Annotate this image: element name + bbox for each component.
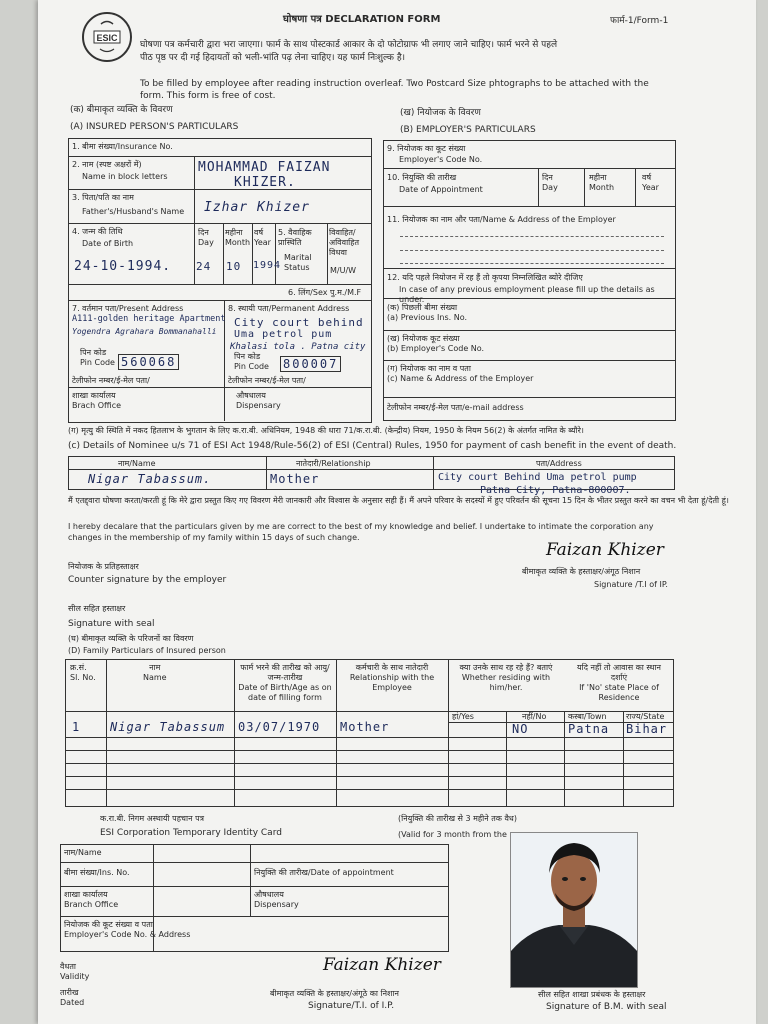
appointment-label-en: Date of Appointment bbox=[399, 185, 483, 194]
married-options: विवाहित/ अविवाहित विधवा bbox=[329, 228, 360, 257]
nominee-address-1: City court Behind Uma petrol pump bbox=[438, 472, 637, 483]
present-address-line2: Yogendra Agrahara Bommanahalli bbox=[72, 327, 217, 336]
ip-signature: Faizan Khizer bbox=[546, 540, 664, 560]
permanent-address-line2: Uma petrol pum bbox=[234, 329, 333, 340]
dob-value: 24-10-1994. bbox=[74, 259, 172, 274]
branch-office-label: शाखा कार्यालय Brach Office bbox=[72, 391, 122, 410]
id-employer-code-label: नियोजक की कूट संख्या व पता Employer's Code No. & Address bbox=[64, 920, 191, 939]
phone-label-permanent: टेलीफोन नम्बर/ई-मेल पता/ bbox=[228, 376, 306, 385]
name-label-hi: 2. नाम (स्पष्ट अक्षरों में) bbox=[72, 160, 142, 169]
intro-english-2: form. This form is free of cost. bbox=[140, 91, 276, 101]
previous-employment-en: In case of any previous employment please fill up the details as under. bbox=[399, 285, 655, 304]
employer-code-label-hi: 9. नियोजक का कूट संख्या bbox=[387, 144, 466, 153]
nominee-name: Nigar Tabassum. bbox=[88, 472, 212, 486]
applicant-photo bbox=[510, 832, 638, 988]
family-row-state: Bihar bbox=[626, 722, 668, 736]
family-row-no: NO bbox=[512, 722, 529, 736]
pin-label-present: पिन कोड Pin Code bbox=[80, 348, 115, 367]
nominee-relationship: Mother bbox=[270, 472, 320, 486]
declaration-hindi: मैं एतद्द्वारा घोषणा करता/करती हूं कि मेरे द्वारा प्रस्तुत किए गए विवरण मेरी जानकारी और विश्वास के अनुसार सही हैं। मैं अपने परिवार के सदस्यों में हुए परिवर्तन की सूचना 15 दिन के भीतर प्रस्तुत करने का वचन भी देता हूं/देती हूं। bbox=[68, 496, 729, 505]
form-number: फार्म-1/Form-1 bbox=[610, 16, 669, 26]
pin-present-value: 560068 bbox=[118, 354, 179, 370]
sex-value: पु.म./M.F bbox=[330, 288, 362, 297]
id-ip-signature-hi: बीमाकृत व्यक्ति के हस्ताक्षर/अंगूठे का निशान bbox=[270, 989, 399, 998]
family-col-yes: हां/Yes bbox=[452, 712, 474, 721]
phone-label-present: टेलीफोन नम्बर/ई-मेल पता/ bbox=[72, 376, 150, 385]
identity-card-hi: क.रा.बी. निगम अस्थायी पहचान पत्र bbox=[100, 814, 205, 823]
id-appointment-label: नियुक्ति की तारीख/Date of appointment bbox=[254, 868, 394, 877]
nominee-col-name: नाम/Name bbox=[118, 459, 156, 468]
family-row-town: Patna bbox=[568, 722, 610, 736]
family-col-place: यदि नहीं तो आवास का स्थान दर्शाएं If 'No' state Place of Residence bbox=[577, 663, 661, 702]
nominee-col-address: पता/Address bbox=[536, 459, 582, 468]
section-a-label-en: (A) INSURED PERSON'S PARTICULARS bbox=[70, 122, 239, 132]
appt-year-header: वर्ष Year bbox=[642, 173, 659, 192]
section-a-label-hi: (क) बीमाकृत व्यक्ति के विवरण bbox=[70, 105, 173, 115]
employer-name-address-label: 11. नियोजक का नाम और पता/Name & Address of the Employer bbox=[387, 215, 616, 224]
bm-signature-en: Signature of B.M. with seal bbox=[546, 1002, 667, 1012]
pin-label-permanent: पिन कोड Pin Code bbox=[234, 352, 269, 371]
id-ip-signature: Faizan Khizer bbox=[323, 955, 441, 975]
id-branch-label: शाखा कार्यालय Branch Office bbox=[64, 890, 119, 909]
permanent-address-line1: City court behind bbox=[234, 316, 364, 329]
form-title: घोषणा पत्र DECLARATION FORM bbox=[283, 14, 441, 25]
previous-code-label: (ख) नियोजक कूट संख्या (b) Employer's Code No. bbox=[387, 334, 485, 353]
validity-note-hi: (नियुक्ति की तारीख से 3 महीने तक वैध) bbox=[398, 814, 517, 823]
section-b-label-en: (B) EMPLOYER'S PARTICULARS bbox=[400, 125, 536, 135]
section-b-label-hi: (ख) नियोजक के विवरण bbox=[400, 108, 481, 118]
id-name-label: नाम/Name bbox=[64, 848, 102, 857]
year-header: वर्ष Year bbox=[254, 228, 271, 247]
father-value: Izhar Khizer bbox=[204, 200, 310, 215]
nominee-address-2: Patna City, Patna-800007. bbox=[480, 485, 631, 496]
previous-employer-name-label: (ग) नियोजक का नाम व पता (c) Name & Address of the Employer bbox=[387, 364, 534, 383]
bm-signature-hi: सील सहित शाखा प्रबंधक के हस्ताक्षर bbox=[538, 990, 646, 999]
dob-month: 10 bbox=[226, 260, 242, 273]
permanent-address-label: 8. स्थायी पता/Permanent Address bbox=[228, 304, 350, 313]
present-address-label: 7. वर्तमान पता/Present Address bbox=[72, 304, 184, 313]
appt-month-header: महीना Month bbox=[589, 173, 615, 192]
father-label-en: Father's/Husband's Name bbox=[82, 207, 185, 216]
name-label-en: Name in block letters bbox=[82, 172, 168, 181]
month-header: महीना Month bbox=[225, 228, 251, 247]
name-value-line2: KHIZER. bbox=[234, 175, 296, 190]
validity-note-en: (Valid for 3 month from the bbox=[398, 830, 507, 839]
employer-phone-label: टेलीफोन नम्बर/ई-मेल पता/e-mail address bbox=[387, 403, 524, 412]
father-label-hi: 3. पिता/पति का नाम bbox=[72, 193, 134, 202]
family-row-sl: 1 bbox=[72, 720, 81, 734]
dob-label-hi: 4. जन्म की तिथि bbox=[72, 227, 123, 236]
family-col-name: नाम Name bbox=[143, 663, 167, 682]
family-col-relationship: कर्मचारी के साथ नातेदारी Relationship with the Employee bbox=[349, 663, 435, 692]
counter-signature-hi: नियोजक के प्रतिहस्ताक्षर bbox=[68, 562, 139, 571]
declaration-form-sheet bbox=[38, 0, 756, 1024]
insurance-no-label: 1. बीमा संख्या/Insurance No. bbox=[72, 142, 173, 151]
family-label-en: (D) Family Particulars of Insured person bbox=[68, 646, 226, 655]
identity-card-en: ESI Corporation Temporary Identity Card bbox=[100, 828, 282, 838]
ip-signature-label-hi: बीमाकृत व्यक्ति के हस्ताक्षर/अंगूठ निशान bbox=[522, 567, 641, 576]
intro-english-1: To be filled by employee after reading instruction overleaf. Two Postcard Size phtographs to be attached with the bbox=[140, 79, 649, 89]
family-label-hi: (घ) बीमाकृत व्यक्ति के परिजनों का विवरण bbox=[68, 634, 194, 643]
dob-day: 24 bbox=[196, 260, 212, 273]
marital-label-hi: 5. वैवाहिक प्रास्थिति bbox=[278, 228, 312, 247]
present-address-line1: A111-golden heritage Apartment bbox=[72, 314, 226, 324]
svg-text:ESIC: ESIC bbox=[96, 33, 118, 43]
family-row-relationship: Mother bbox=[340, 720, 390, 734]
esic-logo bbox=[82, 12, 132, 62]
pin-permanent-value: 800007 bbox=[280, 356, 341, 372]
seal-signature-hi: सील सहित हस्ताक्षर bbox=[68, 604, 126, 613]
dob-year: 1994 bbox=[253, 260, 282, 271]
dated-label: तारीख Dated bbox=[60, 988, 85, 1007]
family-col-town: कस्बा/Town bbox=[568, 712, 607, 721]
family-col-sl: क्र.सं. Sl. No. bbox=[70, 663, 96, 682]
employer-code-label-en: Employer's Code No. bbox=[399, 155, 483, 164]
name-value-line1: MOHAMMAD FAIZAN bbox=[198, 160, 331, 175]
id-ip-signature-en: Signature/T.I. of I.P. bbox=[308, 1001, 395, 1011]
validity-label: वैधता Validity bbox=[60, 962, 90, 981]
family-col-no: नहीं/No bbox=[522, 712, 547, 721]
nominee-text-en: (c) Details of Nominee u/s 71 of ESI Act 1948/Rule-56(2) of ESI (Central) Rules, 1950 for payment of cash benefit in the event of death. bbox=[68, 441, 677, 451]
previous-ins-label: (क) पिछली बीमा संख्या (a) Previous Ins. No. bbox=[387, 303, 468, 322]
family-row-name: Nigar Tabassum bbox=[110, 720, 226, 734]
seal-signature-en: Signature with seal bbox=[68, 619, 155, 629]
permanent-address-line3: Khalasi tola . Patna city bbox=[230, 342, 366, 352]
marital-label-en: Marital Status bbox=[284, 253, 312, 272]
appt-day-header: दिन Day bbox=[542, 173, 558, 192]
declaration-english-1: I hereby decalare that the particulars given by me are correct to the best of my knowledge and belief. I undertake to intimate the corporation any bbox=[68, 522, 654, 531]
family-row-dob: 03/07/1970 bbox=[238, 720, 321, 734]
dob-label-en: Date of Birth bbox=[82, 239, 134, 248]
appointment-label-hi: 10. नियुक्ति की तारीख bbox=[387, 173, 457, 182]
declaration-english-2: changes in the membership of my family within 15 days of such change. bbox=[68, 533, 360, 542]
intro-hindi-2: पीठ पृष्ठ पर दी गई हिदायतों को भली-भांति पढ़ लेना चाहिए। यह फार्म निःशुल्क है। bbox=[140, 53, 406, 63]
family-col-residing: क्या उनके साथ रह रहे हैं? बताएं Whether residing with him/her. bbox=[459, 663, 553, 692]
counter-signature-en: Counter signature by the employer bbox=[68, 575, 227, 585]
previous-employment-hi: 12. यदि पहले नियोजन में रह हैं तो कृपया निम्नलिखित ब्योरे दीजिए bbox=[387, 273, 583, 282]
day-header: दिन Day bbox=[198, 228, 214, 247]
nominee-text-hi: (ग) मृत्यु की स्थिति में नकद हितलाभ के भुगतान के लिए क.रा.बी. अधिनियम, 1948 की धारा 71/क.रा.बी. (केन्द्रीय) नियम, 1950 के नियम 56(2) के अंतर्गत नामित के ब्यौरे। bbox=[68, 426, 584, 435]
marital-value: M/U/W bbox=[330, 266, 357, 275]
nominee-col-relationship: नातेदारी/Relationship bbox=[296, 459, 371, 468]
sex-label: 6. लिंग/Sex bbox=[288, 288, 328, 297]
intro-hindi-1: घोषणा पत्र कर्मचारी द्वारा भरा जाएगा। फार्म के साथ पोस्टकार्ड आकार के दो फोटोग्राफ भी लगाए जाने चाहिए। फार्म भरने से पहले bbox=[140, 40, 558, 50]
id-ins-label: बीमा संख्या/Ins. No. bbox=[64, 868, 130, 877]
family-col-state: राज्य/State bbox=[626, 712, 665, 721]
family-col-dob: फार्म भरने की तारीख को आयु/जन्म-तारीख Date of Birth/Age as on date of filling form bbox=[238, 663, 332, 702]
dispensary-label: औषधालय Dispensary bbox=[236, 391, 281, 410]
ip-signature-label-en: Signature /T.I of IP. bbox=[594, 580, 668, 589]
id-dispensary-label: औषधालय Dispensary bbox=[254, 890, 299, 909]
